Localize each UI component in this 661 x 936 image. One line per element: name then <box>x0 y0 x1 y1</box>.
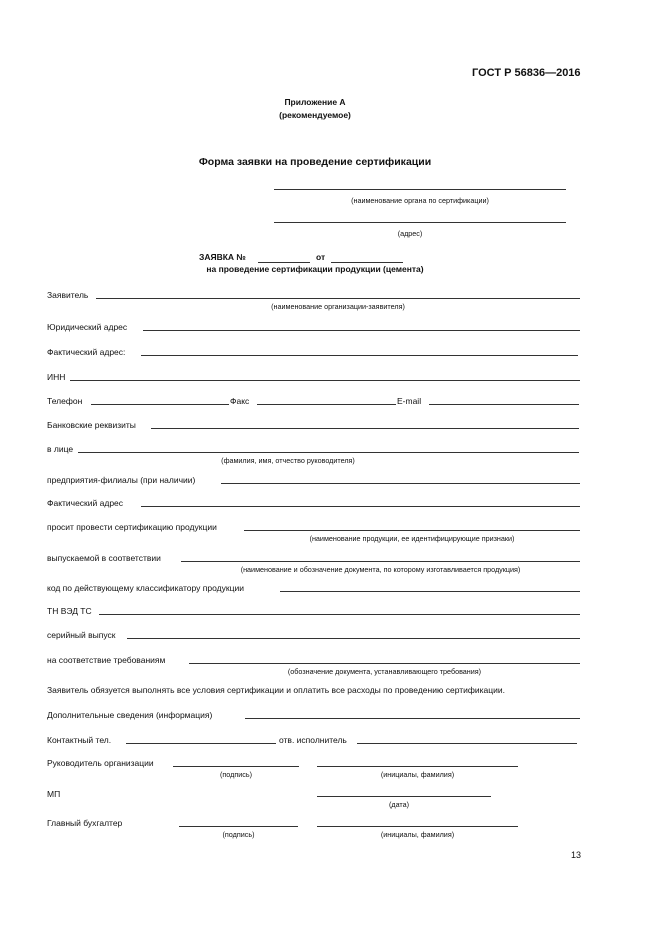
additional-info-label: Дополнительные сведения (информация) <box>47 710 213 720</box>
represented-by-caption: (фамилия, имя, отчество руководителя) <box>221 456 355 465</box>
represented-by-line[interactable] <box>78 452 579 453</box>
compliance-line[interactable] <box>189 663 580 664</box>
classifier-code-label: код по действующему классификатору продукции <box>47 583 244 593</box>
branch-actual-address-label: Фактический адрес <box>47 498 124 508</box>
certification-body-address-line[interactable] <box>274 222 566 223</box>
branch-actual-address-line[interactable] <box>141 506 580 507</box>
produced-according-line[interactable] <box>181 561 580 562</box>
applicant-line[interactable] <box>96 298 580 299</box>
additional-info-line[interactable] <box>245 718 580 719</box>
accountant-signature-line[interactable] <box>179 826 298 827</box>
application-number-label: ЗАЯВКА № <box>199 252 246 262</box>
head-initials-caption: (инициалы, фамилия) <box>380 770 455 779</box>
executor-line[interactable] <box>357 743 577 744</box>
represented-by-label: в лице <box>47 444 74 454</box>
applicant-caption: (наименование организации-заявителя) <box>271 302 405 311</box>
branches-line[interactable] <box>221 483 580 484</box>
certification-body-caption: (наименование органа по сертификации) <box>351 196 489 205</box>
request-certification-label: просит провести сертификацию продукции <box>47 522 217 532</box>
tn-ved-line[interactable] <box>99 614 580 615</box>
contact-phone-line[interactable] <box>126 743 276 744</box>
legal-address-line[interactable] <box>143 330 580 331</box>
fax-line[interactable] <box>257 404 396 405</box>
accountant-initials-line[interactable] <box>317 826 518 827</box>
email-label: E-mail <box>397 396 422 406</box>
seal-label: МП <box>47 789 61 799</box>
tn-ved-label: ТН ВЭД ТС <box>47 606 92 616</box>
form-title: Форма заявки на проведение сертификации <box>198 156 432 168</box>
email-line[interactable] <box>429 404 579 405</box>
head-initials-line[interactable] <box>317 766 518 767</box>
certification-body-name-line[interactable] <box>274 189 566 190</box>
fax-label: Факс <box>230 396 250 406</box>
head-signature-line[interactable] <box>173 766 299 767</box>
inn-line[interactable] <box>70 380 580 381</box>
accountant-signature-caption: (подпись) <box>222 830 255 839</box>
application-date-line[interactable] <box>331 262 403 263</box>
phone-line[interactable] <box>91 404 229 405</box>
accountant-initials-caption: (инициалы, фамилия) <box>380 830 455 839</box>
bank-details-line[interactable] <box>151 428 579 429</box>
actual-address-line[interactable] <box>141 355 578 356</box>
produced-according-caption: (наименование и обозначение документа, по которому изготавливается продукция) <box>240 565 521 574</box>
phone-label: Телефон <box>47 396 83 406</box>
classifier-code-line[interactable] <box>280 591 580 592</box>
bank-details-label: Банковские реквизиты <box>47 420 136 430</box>
product-line[interactable] <box>244 530 580 531</box>
head-of-organization-label: Руководитель организации <box>47 758 154 768</box>
application-purpose: на проведение сертификации продукции (цемента) <box>206 264 424 274</box>
serial-production-line[interactable] <box>127 638 580 639</box>
compliance-caption: (обозначение документа, устанавливающего требования) <box>287 667 482 676</box>
date-caption: (дата) <box>388 800 410 809</box>
document-standard-number: ГОСТ Р 56836—2016 <box>472 67 581 79</box>
serial-production-label: серийный выпуск <box>47 630 116 640</box>
executor-label: отв. исполнитель <box>279 735 347 745</box>
page-number: 13 <box>571 850 582 860</box>
actual-address-label: Фактический адрес: <box>47 347 126 357</box>
contact-phone-label: Контактный тел. <box>47 735 112 745</box>
application-from-label: от <box>316 252 326 262</box>
appendix-title: Приложение А <box>284 97 346 107</box>
application-number-line[interactable] <box>258 262 310 263</box>
date-line[interactable] <box>317 796 491 797</box>
head-signature-caption: (подпись) <box>220 770 252 779</box>
inn-label: ИНН <box>47 372 66 382</box>
address-caption: (адрес) <box>397 229 423 238</box>
chief-accountant-label: Главный бухгалтер <box>47 818 123 828</box>
legal-address-label: Юридический адрес <box>47 322 128 332</box>
applicant-label: Заявитель <box>47 290 89 300</box>
produced-according-label: выпускаемой в соответствии <box>47 553 161 563</box>
appendix-subtitle: (рекомендуемое) <box>279 110 351 120</box>
obligation-statement: Заявитель обязуется выполнять все условия сертификации и оплатить все расходы по проведению сертификации. <box>47 685 505 695</box>
branches-label: предприятия-филиалы (при наличии) <box>47 475 196 485</box>
product-caption: (наименование продукции, ее идентифицирующие признаки) <box>309 534 515 543</box>
compliance-label: на соответствие требованиям <box>47 655 166 665</box>
